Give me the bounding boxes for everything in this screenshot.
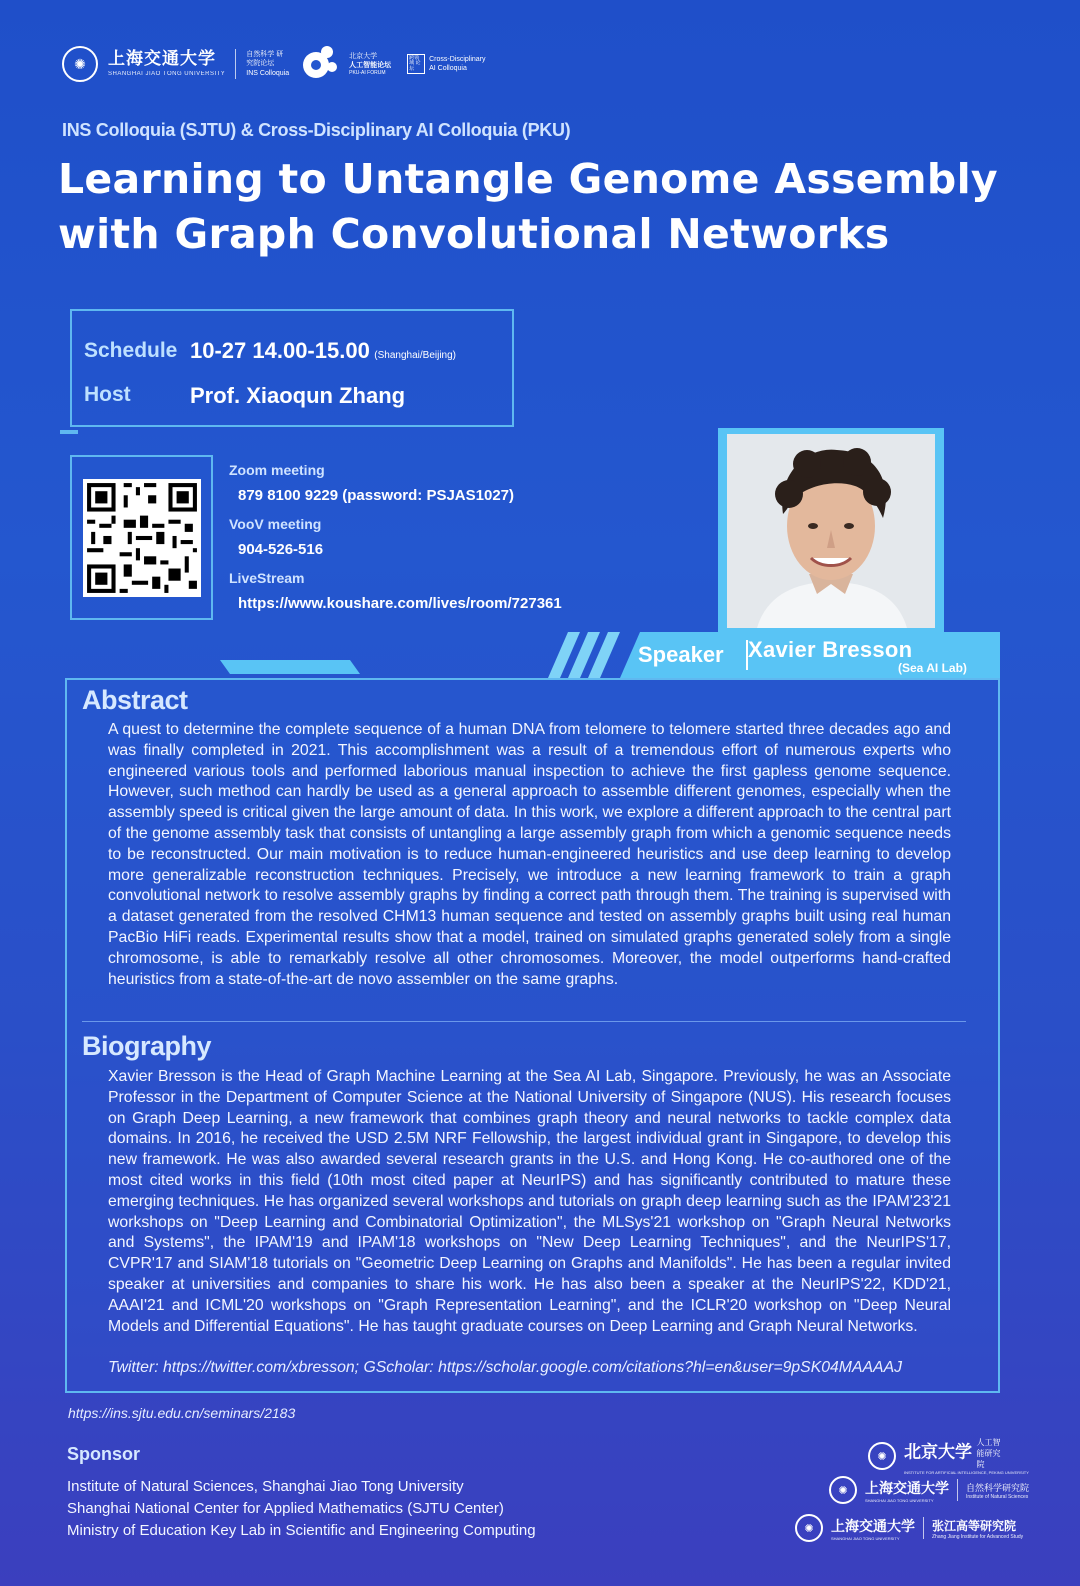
livestream-link[interactable]: https://www.koushare.com/lives/room/727361	[238, 595, 562, 612]
host-label: Host	[84, 383, 131, 406]
cross-en-1: Cross-Disciplinary	[429, 55, 486, 63]
sjtu-zj-logo	[795, 1514, 1023, 1542]
qr-code-box	[70, 455, 213, 620]
zoom-value[interactable]: 879 8100 9229 (password: PSJAS1027)	[238, 487, 514, 504]
zj-footer-cn: 张江高等研究院	[932, 1518, 1017, 1533]
livestream-label: LiveStream	[229, 570, 305, 586]
header-logos	[62, 44, 486, 84]
cross-cn: 跨领域 论坛	[407, 54, 425, 75]
schedule-label: Schedule	[84, 339, 178, 362]
zoom-label: Zoom meeting	[229, 462, 325, 478]
section-divider	[82, 1021, 966, 1022]
cross-logo	[407, 54, 485, 75]
sjtu-ins-logo	[829, 1476, 1029, 1504]
ins-name-en: INS Colloquia	[246, 69, 290, 77]
sjtu-seal-icon: ✺	[62, 46, 98, 82]
biography-text: Xavier Bresson is the Head of Graph Machine Learning at the Sea AI Lab, Singapore. Previously, he was an Associate Professor in the Department of Computer Science at the National University of Singapore (NUS). His research focuses on Graph Deep Learning, a new framework that combines graph theory and neural networks to tackle complex data domains. In 2016, he received the USD 2.5M NRF Fellowship, the largest individual grant in Singapore, to develop this new framework. He was also awarded several research grants in the U.S. and Hong Kong. He co-authored one of the most cited works in this field (10th most cited paper at NeurIPS) and has significantly contributed to mature these emerging techniques. He has organized several workshops and tutorials on graph deep learning such as the IPAM'23'21 workshops on "Deep Learning and Combinatorial Optimization", the MLSys'21 workshop on "Graph Neural Networks and Systems", the IPAM'19 and IPAM'18 workshops on "New Deep Learning Techniques", and the NeurIPS'17, CVPR'17 and SIAM'18 tutorials on "Geometric Deep Learning on Graphs and Manifolds". He has been a regular invited speaker at universities and companies to share his work. He has also been a speaker at the NeurIPS'22, KDD'21, AAAI'21 and ICML'20 workshops on "Graph Representation Learning", and the ICLR'20 workshop on "Deep Neural Models and Differential Equations". He has taught graduate courses on Deep Learning and Graph Neural Networks.	[108, 1068, 951, 1335]
voov-value[interactable]: 904-526-516	[238, 541, 324, 558]
qr-code[interactable]	[83, 479, 201, 597]
sjtu-footer-seal-icon: ✺	[829, 1476, 857, 1504]
sjtu-footer-en-2: SHANGHAI JIAO TONG UNIVERSITY	[831, 1535, 900, 1541]
pku-seal-icon: ✺	[868, 1442, 896, 1470]
sponsor-line-1: Institute of Natural Sciences, Shanghai Jiao Tong University	[67, 1478, 464, 1495]
speaker-label: Speaker	[638, 642, 724, 667]
sjtu-footer-cn: 上海交通大学	[865, 1480, 949, 1497]
ins-footer-cn: 自然科学研究院	[966, 1482, 1030, 1493]
sjtu-name-cn: 上海交通大学	[108, 49, 216, 69]
biography-title: Biography	[82, 1031, 212, 1061]
pku-logo-en: INSTITUTE FOR ARTIFICIAL INTELLIGENCE, PEKING UNIVERSITY	[904, 1470, 1029, 1475]
sjtu-footer-seal-icon-2: ✺	[795, 1514, 823, 1542]
host-value: Prof. Xiaoqun Zhang	[190, 383, 406, 408]
sjtu-footer-cn-2: 上海交通大学	[831, 1518, 915, 1535]
series-heading: INS Colloquia (SJTU) & Cross-Disciplinary AI Colloquia (PKU)	[62, 120, 571, 140]
accent-mark	[60, 430, 78, 434]
footer-divider-2	[923, 1517, 924, 1539]
pku-logo-suffix: 人工智能研究院	[976, 1438, 1001, 1469]
speaker-portrait-icon	[727, 434, 935, 628]
sjtu-logo-text	[108, 51, 225, 77]
zj-footer-en: Zhang Jiang Institute for Advanced Study	[932, 1533, 1024, 1540]
pku-ai-logo	[868, 1437, 1029, 1475]
schedule-timezone: (Shanghai/Beijing)	[374, 350, 456, 361]
pku-cn-2: 人工智能论坛	[349, 61, 392, 69]
title-line-2: with Graph Convolutional Networks	[58, 210, 890, 258]
speaker-affiliation: (Sea AI Lab)	[898, 661, 967, 675]
sponsor-line-3: Ministry of Education Key Lab in Scientific and Engineering Computing	[67, 1522, 536, 1539]
abstract-text: A quest to determine the complete sequence of a human DNA from telomere to telomere started three decades ago and was finally completed in 2021. This accomplishment was a result of a tremendous effort of numerous experts who engineered various tools and performed laborious manual inspection to achieve the first gapless genome sequence. However, such method can hardly be used as a general approach to assemble different genomes, especially when the assembly speed is critical given the large amount of data. In this work, we explore a different approach to the central part of the genome assembly task that consists of untangling a large assembly graph from which a genomic sequence needs to be reconstructed. Our main motivation is to reduce human-engineered heuristics and use deep learning to develop more generalizable reconstruction techniques. Precisely, we introduce a new learning framework to train a graph convolutional network to resolve assembly graphs by finding a correct path through them. The training is supervised with a dataset generated from the resolved CHM13 human sequence and tested on assembly graphs built using real human PacBio HiFi reads. Experimental results show that a model, trained on simulated graphs generated solely from a single chromosome, is able to remarkably resolve all other chromosomes. Moreover, the model outperforms hand-crafted heuristics from a state-of-the-art de novo assembler on the same graphs.	[108, 721, 951, 988]
accent-bar	[220, 660, 360, 674]
sponsor-title: Sponsor	[67, 1444, 141, 1464]
schedule-value: 10-27 14.00-15.00	[190, 338, 370, 363]
ins-footer-en: Institute of Natural Sciences	[966, 1493, 1029, 1500]
forum-logo-icon	[299, 44, 339, 84]
schedule-box	[70, 309, 514, 427]
speaker-name: Xavier Bresson	[748, 637, 913, 662]
talk-title	[58, 152, 1068, 262]
sjtu-name-en: SHANGHAI JIAO TONG UNIVERSITY	[108, 71, 226, 77]
voov-label: VooV meeting	[229, 516, 322, 532]
pku-en: PKU-AI FORUM	[349, 69, 386, 76]
cross-en-2: AI Colloquia	[429, 65, 467, 72]
speaker-links[interactable]: Twitter: https://twitter.com/xbresson; GScholar: https://scholar.google.com/citations?hl=en&user=9pSK04MAAAAJ	[108, 1359, 903, 1376]
schedule-value-wrap	[190, 338, 456, 364]
seminar-url[interactable]: https://ins.sjtu.edu.cn/seminars/2183	[68, 1405, 296, 1421]
title-line-1: Learning to Untangle Genome Assembly	[58, 155, 998, 203]
sponsor-line-2: Shanghai National Center for Applied Mathematics (SJTU Center)	[67, 1500, 504, 1517]
abstract-title: Abstract	[82, 685, 188, 715]
pku-logo-cn: 北京大学	[904, 1442, 972, 1463]
pku-cn-1: 北京大学	[349, 52, 378, 60]
speaker-photo	[727, 434, 935, 628]
pku-forum-text	[349, 52, 391, 77]
footer-divider	[957, 1479, 958, 1501]
ins-logo-text	[246, 50, 289, 77]
logo-divider	[235, 49, 236, 79]
ins-name-cn: 自然科学 研究院论坛	[246, 51, 284, 68]
sjtu-footer-en: SHANGHAI JIAO TONG UNIVERSITY	[865, 1497, 934, 1503]
